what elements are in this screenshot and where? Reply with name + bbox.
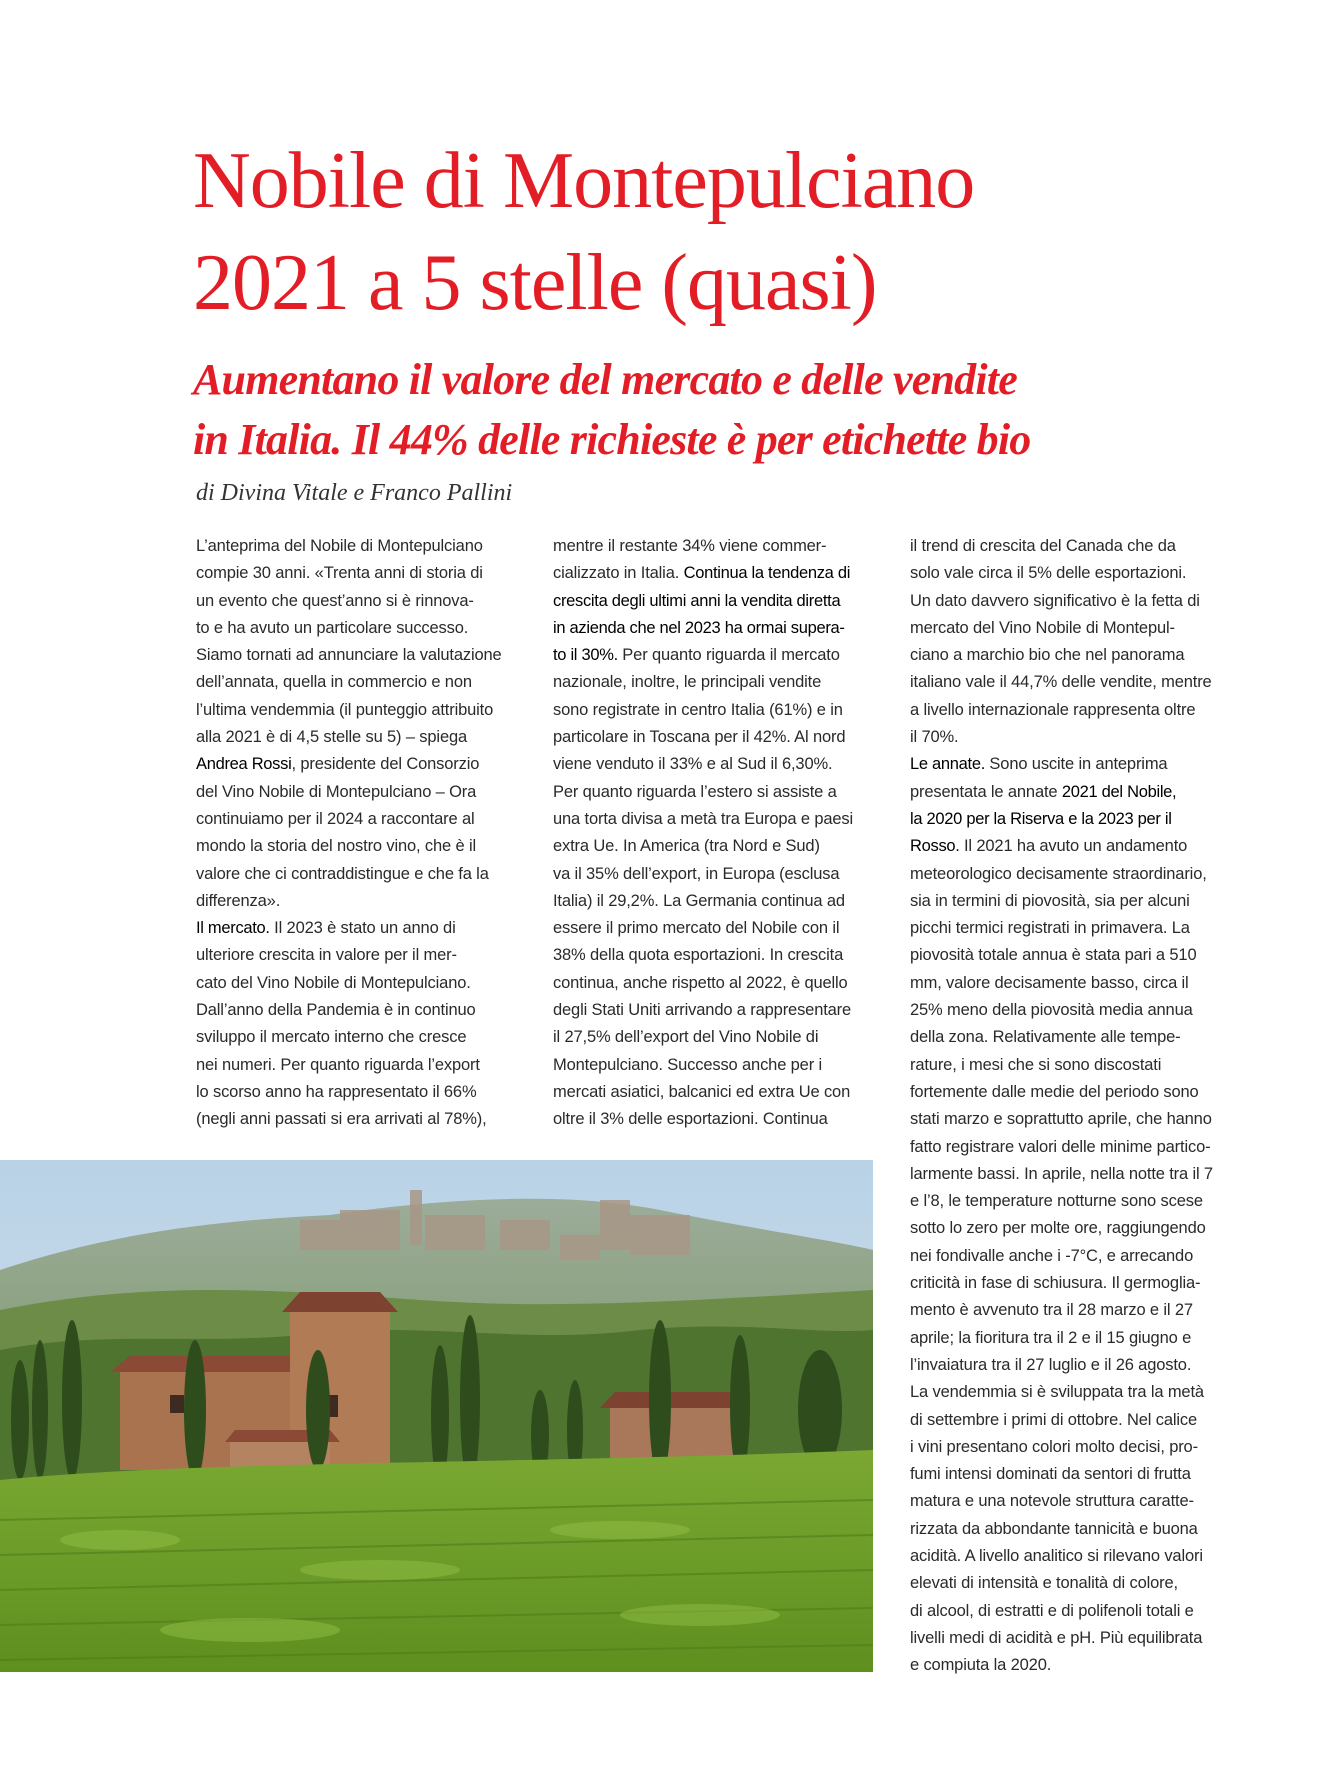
text-line: il 70%.: [910, 728, 959, 747]
text-line: [553, 588, 883, 615]
montepulciano-landscape-photo: [0, 1160, 873, 1672]
text-line: continuiamo per il 2024 a raccontare al: [196, 809, 475, 828]
text-line: sotto lo zero per molte ore, raggiungendo: [910, 1219, 1206, 1238]
text-line: un evento che quest’anno si è rinnova-: [196, 591, 474, 610]
text-line: [910, 806, 1240, 833]
text-line: mercato del Vino Nobile di Montepul-: [910, 618, 1175, 637]
text-line: e l’8, le temperature notturne sono scese: [910, 1192, 1203, 1211]
highlight-text: to il 30%.: [553, 646, 618, 665]
text-line: cializzato in Italia. Continua la tendenza di: [553, 564, 851, 583]
highlight-text: 2021 del Nobile,: [1061, 782, 1177, 801]
highlight-text: Continua la tendenza di: [683, 564, 851, 583]
text-line: criticità in fase di schiusura. Il germoglia-: [910, 1274, 1201, 1293]
text-line: della zona. Relativamente alle tempe-: [910, 1028, 1181, 1047]
text-line: l’invaiatura tra il 27 luglio e il 26 agosto.: [910, 1355, 1192, 1374]
text-line: 38% della quota esportazioni. In crescita: [553, 946, 844, 965]
text-line: di alcool, di estratti e di polifenoli totali e: [910, 1601, 1194, 1620]
text-line: i vini presentano colori molto decisi, pro-: [910, 1437, 1198, 1456]
text-line: particolare in Toscana per il 42%. Al nord: [553, 728, 846, 747]
column-3: [910, 533, 1240, 1679]
text-line: larmente bassi. In aprile, nella notte tra il 7: [910, 1164, 1213, 1183]
subtitle-line: Aumentano il valore del mercato e delle vendite: [193, 355, 1017, 404]
text-line: La vendemmia si è sviluppata tra la metà: [910, 1383, 1204, 1402]
text-line: to il 30%. Per quanto riguarda il mercato: [553, 646, 840, 665]
text-line: l’ultima vendemmia (il punteggio attribuito: [196, 700, 494, 719]
text-line: L’anteprima del Nobile di Montepulciano: [196, 537, 483, 555]
text-line: rizzata da abbondante tannicità e buona: [910, 1519, 1198, 1538]
text-line: Italia) il 29,2%. La Germania continua ad: [553, 891, 845, 910]
text-line: e compiuta la 2020.: [910, 1656, 1052, 1675]
text-line: dell’annata, quella in commercio e non: [196, 673, 472, 692]
text-line: Montepulciano. Successo anche per i: [553, 1055, 822, 1074]
text-line: differenza».: [196, 891, 281, 910]
text-line: stati marzo e soprattutto aprile, che hanno: [910, 1110, 1212, 1129]
text-line: italiano vale il 44,7% delle vendite, mentre: [910, 673, 1212, 692]
article-subtitle: [193, 350, 1193, 470]
text-line: ciano a marchio bio che nel panorama: [910, 646, 1185, 665]
subtitle-line: in Italia. Il 44% delle richieste è per etichette bio: [193, 415, 1031, 464]
text-line: cato del Vino Nobile di Montepulciano.: [196, 973, 471, 992]
text-line: matura e una notevole struttura caratte-: [910, 1492, 1194, 1511]
text-line: [553, 615, 883, 642]
text-line: alla 2021 è di 4,5 stelle su 5) – spiega: [196, 728, 468, 747]
text-line: Dall’anno della Pandemia è in continuo: [196, 1001, 476, 1020]
text-line: compie 30 anni. «Trenta anni di storia di: [196, 564, 483, 583]
highlight-text: crescita degli ultimi anni la vendita diretta: [553, 591, 841, 610]
highlight-text: in azienda che nel 2023 ha ormai supera-: [553, 618, 845, 637]
text-line: sviluppo il mercato interno che cresce: [196, 1028, 467, 1047]
text-line: 25% meno della piovosità media annua: [910, 1001, 1193, 1020]
text-line: picchi termici registrati in primavera. La: [910, 919, 1190, 938]
text-line: sia in termini di piovosità, sia per alcuni: [910, 891, 1190, 910]
text-line: livelli medi di acidità e pH. Più equilibrata: [910, 1628, 1203, 1647]
text-line: continua, anche rispetto al 2022, è quello: [553, 973, 848, 992]
text-line: sono registrate in centro Italia (61%) e in: [553, 700, 843, 719]
text-line: mentre il restante 34% viene commer-: [553, 537, 827, 555]
text-line: valore che ci contraddistingue e che fa la: [196, 864, 489, 883]
text-line: Siamo tornati ad annunciare la valutazione: [196, 646, 502, 665]
text-line: nei numeri. Per quanto riguarda l’export: [196, 1055, 480, 1074]
text-line: a livello internazionale rappresenta oltre: [910, 700, 1196, 719]
text-line: il trend di crescita del Canada che da: [910, 537, 1176, 555]
text-line: di settembre i primi di ottobre. Nel calice: [910, 1410, 1197, 1429]
title-line: 2021 a 5 stelle (quasi): [193, 239, 877, 327]
text-line: fatto registrare valori delle minime partico-: [910, 1137, 1211, 1156]
text-line: una torta divisa a metà tra Europa e paesi: [553, 809, 854, 828]
text-line: mento è avvenuto tra il 28 marzo e il 27: [910, 1301, 1193, 1320]
text-line: nazionale, inoltre, le principali vendite: [553, 673, 822, 692]
text-line: Un dato davvero significativo è la fetta di: [910, 591, 1200, 610]
text-line: elevati di intensità e tonalità di colore,: [910, 1574, 1178, 1593]
text-line: del Vino Nobile di Montepulciano – Ora: [196, 782, 477, 801]
text-line: va il 35% dell’export, in Europa (esclusa: [553, 864, 840, 883]
text-line: Il mercato. Il 2023 è stato un anno di: [196, 919, 456, 938]
text-line: viene venduto il 33% e al Sud il 6,30%.: [553, 755, 833, 774]
text-line: essere il primo mercato del Nobile con il: [553, 919, 840, 938]
text-line: ulteriore crescita in valore per il mer-: [196, 946, 457, 965]
text-line: rature, i mesi che si sono discostati: [910, 1055, 1162, 1074]
column-1: [196, 533, 526, 1134]
text-line: Per quanto riguarda l’estero si assiste a: [553, 782, 837, 801]
highlight-text: la 2020 per la Riserva e la 2023 per il: [910, 809, 1172, 828]
text-line: Rosso. Il 2021 ha avuto un andamento: [910, 837, 1188, 856]
text-line: to e ha avuto un particolare successo.: [196, 618, 469, 637]
text-line: (negli anni passati si era arrivati al 78%),: [196, 1110, 487, 1129]
text-line: oltre il 3% delle esportazioni. Continua: [553, 1110, 828, 1129]
text-line: acidità. A livello analitico si rilevano valori: [910, 1546, 1203, 1565]
text-line: extra Ue. In America (tra Nord e Sud): [553, 837, 820, 856]
title-line: Nobile di Montepulciano: [193, 137, 975, 225]
section-heading-mercato: Il mercato.: [196, 919, 270, 938]
text-line: mondo la storia del nostro vino, che è il: [196, 837, 477, 856]
text-line: fortemente dalle medie del periodo sono: [910, 1082, 1199, 1101]
text-line: Le annate. Sono uscite in anteprima: [910, 755, 1168, 774]
text-line: solo vale circa il 5% delle esportazioni.: [910, 564, 1187, 583]
person-name: Andrea Rossi: [196, 755, 292, 774]
text-line: mercati asiatici, balcanici ed extra Ue con: [553, 1082, 851, 1101]
highlight-text: Rosso.: [910, 837, 960, 856]
text-line: fumi intensi dominati da sentori di frutta: [910, 1465, 1191, 1484]
text-line: meteorologico decisamente straordinario,: [910, 864, 1207, 883]
text-line: aprile; la fioritura tra il 2 e il 15 giugno e: [910, 1328, 1192, 1347]
text-line: presentata le annate 2021 del Nobile,: [910, 782, 1177, 801]
column-2: [553, 533, 883, 1134]
text-line: mm, valore decisamente basso, circa il: [910, 973, 1189, 992]
text-line: degli Stati Uniti arrivando a rappresentare: [553, 1001, 852, 1020]
text-line: lo scorso anno ha rappresentato il 66%: [196, 1082, 477, 1101]
text-line: nei fondivalle anche i -7°C, e arrecando: [910, 1246, 1194, 1265]
byline: di Divina Vitale e Franco Pallini: [196, 480, 513, 506]
text-line: il 27,5% dell’export del Vino Nobile di: [553, 1028, 819, 1047]
text-line: piovosità totale annua è stata pari a 510: [910, 946, 1197, 965]
text-line: Andrea Rossi, presidente del Consorzio: [196, 755, 480, 774]
article-title: [193, 130, 1193, 334]
section-heading-annate: Le annate.: [910, 755, 985, 774]
